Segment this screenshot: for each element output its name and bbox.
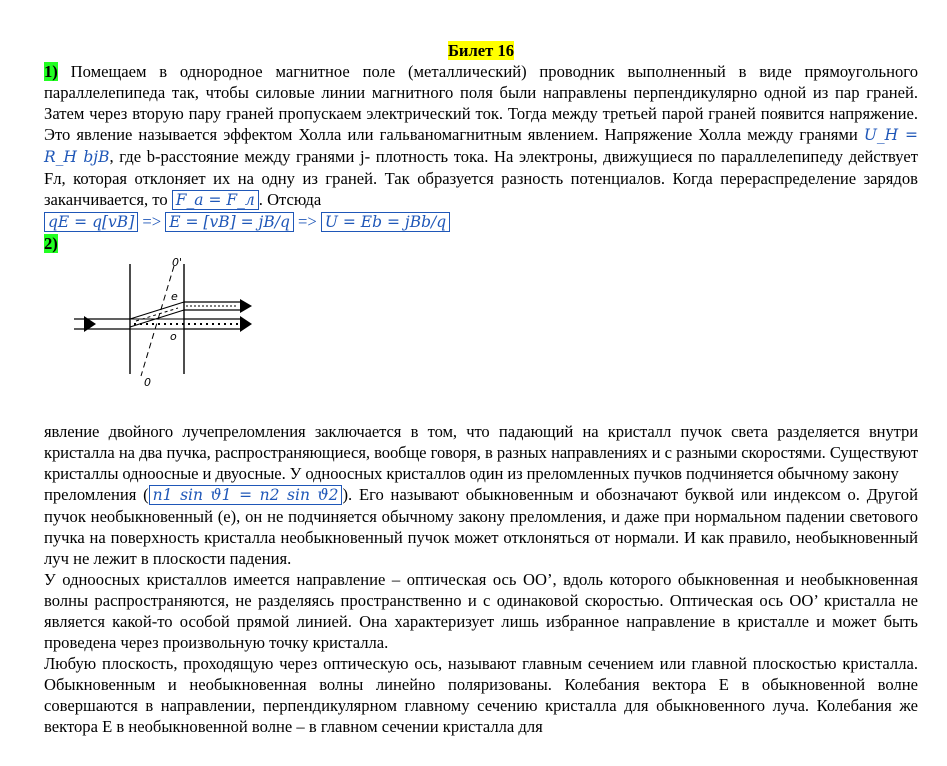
ticket-title-text: Билет 16 — [447, 41, 515, 60]
ordinary-arrow-icon — [240, 316, 252, 332]
incident-arrow-icon — [84, 316, 96, 332]
label-e: e — [171, 290, 178, 303]
formula-3: U = Eb = jBb/q — [321, 212, 450, 232]
q2-text-2a: преломления ( — [44, 485, 149, 504]
document-page — [44, 40, 918, 737]
extraordinary-beam-top — [130, 302, 184, 319]
optical-axis-line — [141, 266, 174, 376]
q1-text-d: . Отсюда — [258, 190, 322, 209]
formula-chain — [44, 211, 918, 233]
q2-paragraph-4: Любую плоскость, проходящую через оптическую ось, называют главным сечением или главной плоскостью кристалла. Обыкновенным и необыкновенная волны линейно поляризованы. Колебания вектора Е в обыкновенной волне совершаются в направлении, перпендикулярном главному сечению кристалла для обыкновенного луча. Колебания же вектора Е в необыкновенной волне – в главном сечении кристалла для — [44, 654, 918, 736]
question-2-number: 2) — [44, 234, 58, 253]
label-o-prime: 0' — [172, 256, 183, 269]
arrow-2: => — [298, 212, 317, 231]
label-o-bottom: 0 — [144, 376, 151, 389]
q1-text-c: , где b-расстояние между гранями j- плотность тока. На электроны, движущиеся по параллелепипеду действует Fл, которая отклоняет их на одну из граней. Так образуется разность потенциалов. Когда перераспределение зарядов заканчивается, то — [44, 147, 918, 209]
q1-text-a: Помещаем в однородное магнитное поле (металлический) проводник выполненный в виде прямоугольного параллелепипеда так, чтобы силовые линии магнитного поля были направлены перпендикулярно одной из пар граней. Затем через вторую пару граней пропускаем электрический ток. Тогда между третьей парой граней появится напряжение. Это явление называется эффектом Холла или гальваномагнитным явлением. — [44, 62, 918, 144]
q2-paragraph-3: У одноосных кристаллов имеется направление – оптическая ось ОО’, вдоль которого обыкновенная и необыкновенная волны распространяются, не разделяясь пространственно и с одинаковой скоростью. Оптическая ось ОО’ кристалла не является какой-то особой прямой линией. Она характеризует лишь избранное направление в кристалле и может быть проведена через произвольную точку кристалла. — [44, 570, 918, 652]
label-o: o — [170, 330, 177, 343]
snell-law-formula: n1 sin ϑ1 = n2 sin ϑ2 — [149, 485, 343, 505]
extraordinary-arrow-icon — [240, 299, 252, 313]
q1-text-b: Напряжение Холла между гранями — [604, 125, 858, 144]
question-1-number: 1) — [44, 62, 58, 81]
question-2-heading — [44, 233, 918, 254]
q2-paragraph-1: явление двойного лучепреломления заключается в том, что падающий на кристалл пучок света разделяется внутри кристалла на два пучка, распространяющиеся, вообще говоря, в разных направлениях и с разными скоростями. Существуют кристаллы одноосные и двуосные. У одноосных кристаллов один из преломленных пучков подчиняется обычному закону — [44, 422, 918, 483]
ticket-title — [44, 40, 918, 61]
birefringence-diagram — [44, 254, 918, 421]
q2-text-2b: ). Его называют обыкновенным и обозначают буквой или индексом o. Другой пучок необыкновенный (е), он не подчиняется обычному закону преломления, и даже при нормальном падении светового пучка на поверхность кристалла необыкновенный пучок может отклоняться от нормали. И как правило, необыкновенный луч не лежит в плоскости падения. — [44, 485, 918, 568]
arrow-1: => — [142, 212, 162, 231]
formula-2: E = [vB] = jB/q — [165, 212, 294, 232]
birefringence-figure — [44, 254, 918, 421]
formula-1: qE = q[vB] — [44, 212, 138, 232]
q2-paragraph-2 — [44, 484, 918, 569]
question-1-paragraph — [44, 61, 918, 211]
force-balance-formula: F_a = F_л — [172, 190, 259, 210]
hall-voltage-formula-text: U_H = R_H bjB — [44, 126, 919, 166]
